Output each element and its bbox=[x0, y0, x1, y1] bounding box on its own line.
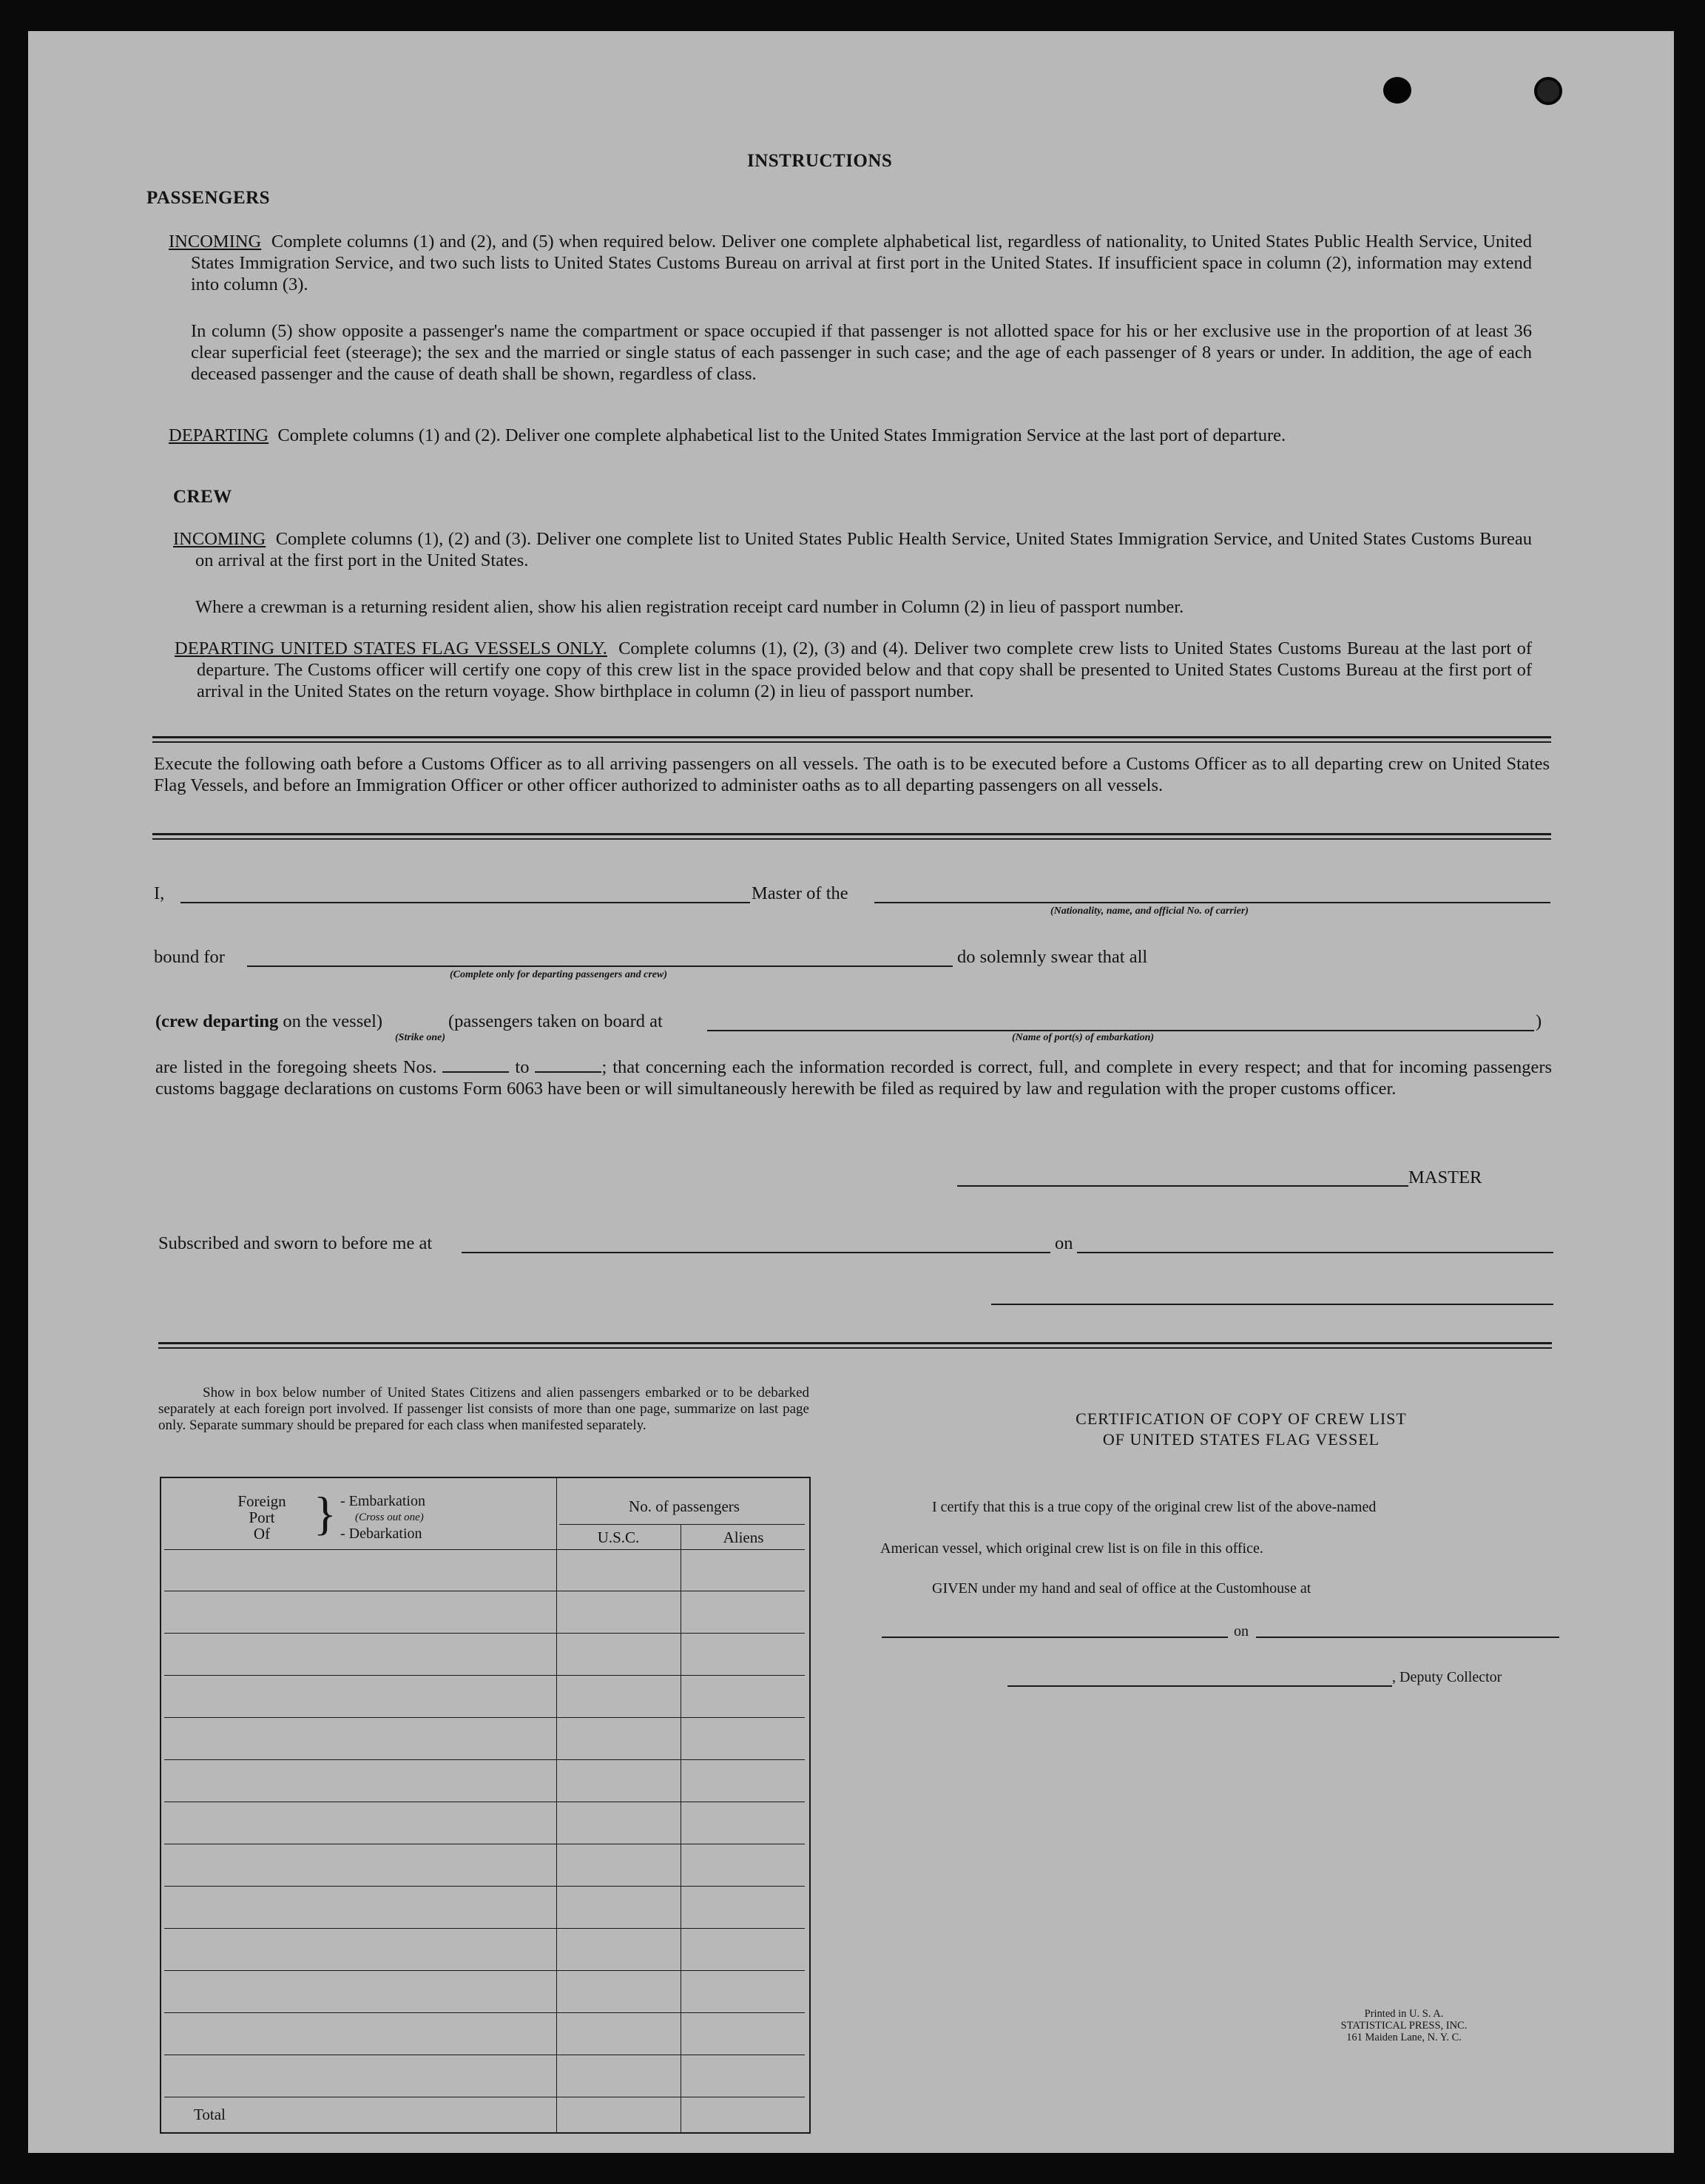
row-line bbox=[164, 1886, 805, 1887]
of-label: Of bbox=[253, 1525, 271, 1543]
divider-3 bbox=[158, 1342, 1552, 1349]
carrier-line[interactable] bbox=[874, 902, 1550, 903]
aliens-header: Aliens bbox=[723, 1529, 764, 1546]
form-page bbox=[28, 31, 1674, 2153]
crew-resident-block bbox=[195, 596, 1532, 618]
crew-departing-option: (crew departing on the vessel) bbox=[155, 1011, 383, 1031]
oath-intro-block bbox=[154, 753, 1550, 796]
row-line bbox=[164, 1633, 805, 1634]
crew-incoming-block bbox=[173, 528, 1532, 571]
listed-start: are listed in the foregoing sheets Nos. bbox=[155, 1057, 437, 1077]
debarkation-option: - Debarkation bbox=[340, 1526, 422, 1542]
listed-rest: ; that concerning each the information recorded is correct, full, and complete in every respect; and that for incoming passengers customs baggage declarations on customs Form 6063 have been or will simultaneously herewith be filed as required by law and regulation with the proper customs officer. bbox=[155, 1057, 1553, 1099]
sheet-from-blank[interactable] bbox=[442, 1056, 509, 1073]
subscribed-label: Subscribed and sworn to before me at bbox=[158, 1233, 433, 1253]
to-label: to bbox=[515, 1057, 530, 1077]
master-of-label: Master of the bbox=[752, 883, 848, 903]
passengers-departing-label: DEPARTING bbox=[169, 425, 269, 445]
swear-label: do solemnly swear that all bbox=[957, 947, 1148, 967]
sheet-to-blank[interactable] bbox=[535, 1056, 601, 1073]
certification-title bbox=[916, 1409, 1567, 1450]
embarkation-option: - Embarkation bbox=[340, 1493, 425, 1509]
passengers-incoming-block bbox=[169, 231, 1532, 295]
passengers-heading: PASSENGERS bbox=[146, 188, 271, 208]
bound-for-label: bound for bbox=[154, 947, 225, 967]
passengers-incoming-label: INCOMING bbox=[169, 232, 262, 252]
summary-instructions-block bbox=[158, 1385, 809, 1434]
passengers-departing-block bbox=[169, 425, 1532, 446]
subscribed-date-line[interactable] bbox=[1077, 1252, 1553, 1253]
crew-heading: CREW bbox=[173, 487, 232, 507]
passengers-column5-block bbox=[191, 320, 1532, 385]
crew-departing-text: Complete columns (1), (2), (3) and (4). Deliver two complete crew lists to United States Customs Bureau at the last port of departure. The Customs officer will certify one copy of this crew list in the space provided below and that copy shall be presented to United States Customs Bureau at the first port of arrival in the United States on the return voyage. Show birthplace in column (2) in lieu of passport number. bbox=[197, 638, 1532, 701]
master-signature-line[interactable] bbox=[957, 1185, 1408, 1187]
oath-i-label: I, bbox=[154, 883, 165, 903]
summary-instructions: Show in box below number of United States Citizens and alien passengers embarked or to be debarked separately at each foreign port involved. If passenger list consists of more than one page, summarize on last page only. Separate summary should be prepared for each class when manifested separately. bbox=[158, 1385, 809, 1433]
printer-line2: STATISTICAL PRESS, INC. bbox=[1340, 2020, 1468, 2032]
passengers-column5-text: In column (5) show opposite a passenger's name the compartment or space occupied if that passenger is not allotted space for his or her exclusive use in the proportion of at least 36 clear superficial feet (steerage); the sex and the married or single status of each passenger in such case; and the age of each passenger of 8 years or under. In addition, the age of each deceased passenger and the cause of death shall be shown, regardless of class. bbox=[191, 321, 1532, 384]
crew-incoming-text: Complete columns (1), (2) and (3). Deliver one complete list to United States Public Health Service, United States Immigration Service, and United States Customs Bureau on arrival at the first port in the United States. bbox=[195, 529, 1532, 570]
cert-certify-text: I certify that this is a true copy of the original crew list of the above-named bbox=[932, 1499, 1377, 1515]
divider-2 bbox=[152, 833, 1551, 840]
officer-signature-line[interactable] bbox=[991, 1304, 1553, 1305]
cert-place-line[interactable] bbox=[882, 1637, 1228, 1638]
passengers-incoming-text: Complete columns (1) and (2), and (5) when required below. Deliver one complete alphabetical list, regardless of nationality, to United States Public Health Service, United States Immigration Service, and two such lists to United States Customs Bureau on arrival at first port in the United States. If insufficient space in column (2), information may extend into column (3). bbox=[191, 232, 1532, 294]
total-label: Total bbox=[194, 2106, 226, 2123]
master-name-line[interactable] bbox=[180, 902, 750, 903]
row-line bbox=[164, 2012, 805, 2013]
ports-line[interactable] bbox=[707, 1030, 1534, 1031]
strike-one-caption: (Strike one) bbox=[395, 1032, 446, 1043]
punch-hole-left bbox=[1383, 77, 1411, 104]
master-sig-label: MASTER bbox=[1408, 1167, 1482, 1187]
punch-hole-right bbox=[1534, 77, 1562, 105]
cert-title-line1: CERTIFICATION OF COPY OF CREW LIST bbox=[1076, 1409, 1407, 1428]
subscribed-on-label: on bbox=[1055, 1233, 1073, 1253]
deputy-signature-line[interactable] bbox=[1007, 1685, 1392, 1687]
divider-1 bbox=[152, 736, 1551, 743]
bound-for-line[interactable] bbox=[247, 965, 953, 967]
crew-departing-block bbox=[175, 638, 1532, 702]
col-divider-1 bbox=[556, 1478, 557, 2132]
no-passengers-label: No. of passengers bbox=[629, 1497, 740, 1515]
crew-departing-label: DEPARTING UNITED STATES FLAG VESSELS ONLY. bbox=[175, 638, 607, 658]
page-title: INSTRUCTIONS bbox=[747, 151, 893, 171]
crew-resident-text: Where a crewman is a returning resident alien, show his alien registration receipt card number in Column (2) in lieu of passport number. bbox=[195, 597, 1184, 617]
brace-icon: } bbox=[314, 1487, 337, 1540]
cert-date-line[interactable] bbox=[1256, 1637, 1559, 1638]
passengers-taken-label: (passengers taken on board at bbox=[448, 1011, 663, 1031]
deputy-collector-label: , Deputy Collector bbox=[1392, 1669, 1502, 1685]
cross-out-caption: (Cross out one) bbox=[355, 1511, 424, 1523]
printer-imprint bbox=[1271, 2008, 1537, 2043]
nationality-caption: (Nationality, name, and official No. of carrier) bbox=[1050, 906, 1249, 917]
close-paren: ) bbox=[1536, 1011, 1542, 1031]
foreign-label: Foreign bbox=[237, 1492, 286, 1510]
passengers-departing-text: Complete columns (1) and (2). Deliver one complete alphabetical list to the United States Immigration Service at the last port of departure. bbox=[277, 425, 1286, 445]
crew-incoming-label: INCOMING bbox=[173, 529, 266, 549]
printer-line3: 161 Maiden Lane, N. Y. C. bbox=[1346, 2032, 1462, 2043]
cert-title-line2: OF UNITED STATES FLAG VESSEL bbox=[1102, 1430, 1380, 1449]
printer-line1: Printed in U. S. A. bbox=[1364, 2008, 1444, 2020]
subscribed-place-line[interactable] bbox=[462, 1252, 1050, 1253]
bound-caption: (Complete only for departing passengers and crew) bbox=[450, 969, 667, 980]
summary-grid bbox=[164, 1478, 806, 2132]
port-label: Port bbox=[249, 1509, 275, 1526]
summary-table-wrap bbox=[160, 1477, 811, 2134]
row-line bbox=[164, 1549, 805, 1550]
row-line bbox=[164, 1970, 805, 1971]
cert-on-label: on bbox=[1234, 1623, 1249, 1639]
row-line bbox=[164, 1675, 805, 1676]
ports-caption: (Name of port(s) of embarkation) bbox=[1012, 1032, 1155, 1043]
row-line bbox=[164, 1759, 805, 1760]
listed-block bbox=[155, 1056, 1552, 1099]
usc-header: U.S.C. bbox=[597, 1529, 640, 1546]
cert-vessel-text: American vessel, which original crew list is on file in this office. bbox=[880, 1540, 1263, 1557]
row-line bbox=[164, 1928, 805, 1929]
oath-intro-text: Execute the following oath before a Customs Officer as to all arriving passengers on all vessels. The oath is to be executed before a Customs Officer as to all departing crew on United States Flag Vessels, and before an Immigration Officer or other officer authorized to administer oaths as to all departing passengers on all vessels. bbox=[154, 754, 1550, 795]
cert-given-text: GIVEN under my hand and seal of office at the Customhouse at bbox=[932, 1580, 1311, 1597]
row-line bbox=[164, 1717, 805, 1718]
